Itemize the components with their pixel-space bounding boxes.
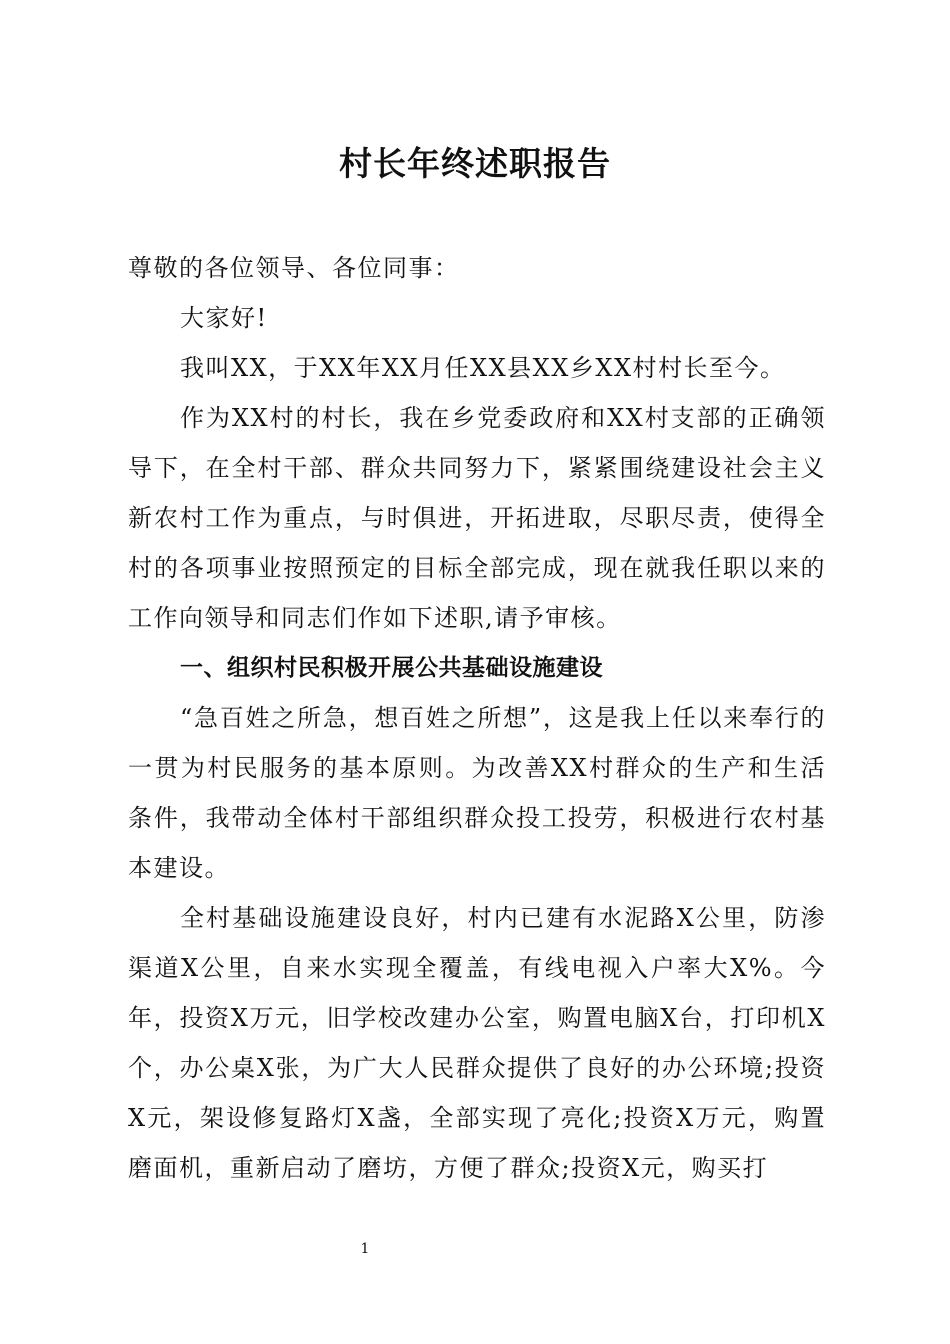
document-title: 村长年终述职报告 bbox=[339, 144, 611, 183]
section-paragraph: 全村基础设施建设良好，村内已建有水泥路X公里，防渗渠道X公里，自来水实现全覆盖，有线电视入户率大X%。今年，投资X万元，旧学校改建办公室，购置电脑X台，打印机X个，办公桌X张，为广大人民群众提供了良好的办公环境;投资X元，架设修复路灯X盏，全部实现了亮化;投资X万元，购置磨面机，重新启动了磨坊，方便了群众;投资X元，购买打 bbox=[128, 904, 826, 1182]
document-body bbox=[128, 243, 826, 1193]
salutation: 尊敬的各位领导、各位同事： bbox=[128, 254, 460, 282]
greeting: 大家好! bbox=[180, 304, 268, 332]
section-heading: 一、组织村民积极开展公共基础设施建设 bbox=[180, 655, 603, 681]
intro-paragraph: 我叫XX，于XX年XX月任XX县XX乡XX村村长至今。 bbox=[180, 354, 786, 382]
overview-paragraph: 作为XX村的村长，我在乡党委政府和XX村支部的正确领导下，在全村干部、群众共同努力下，紧紧围绕建设社会主义新农村工作为重点，与时俱进，开拓进取，尽职尽责，使得全村的各项事业按照预定的目标全部完成，现在就我任职以来的工作向领导和同志们作如下述职,请予审核。 bbox=[128, 404, 826, 632]
section-paragraph: “急百姓之所急，想百姓之所想”，这是我上任以来奉行的一贯为村民服务的基本原则。为改善XX村群众的生产和生活条件，我带动全体村干部组织群众投工投劳，积极进行农村基本建设。 bbox=[128, 704, 826, 882]
page-number: 1 bbox=[360, 1241, 370, 1257]
